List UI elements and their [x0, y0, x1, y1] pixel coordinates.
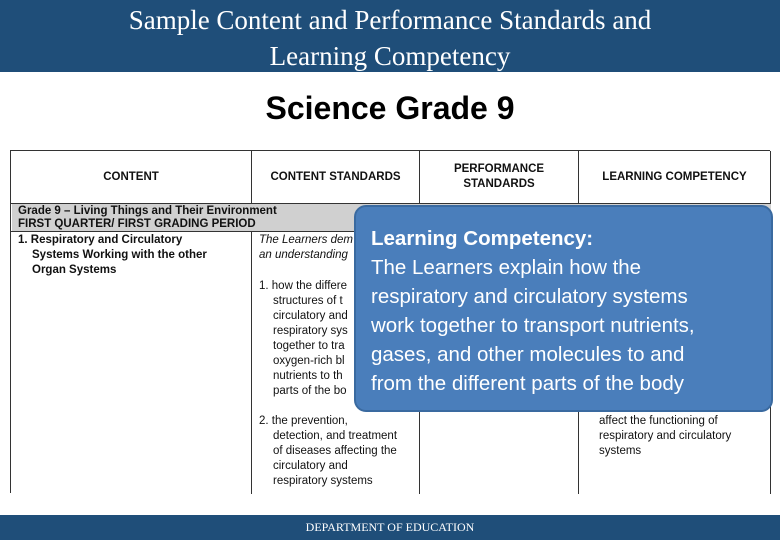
callout-line: from the different parts of the body [371, 372, 684, 395]
standards-item-line: oxygen-rich bl [273, 355, 345, 367]
header-learning-competency: LEARNING COMPETENCY [602, 170, 747, 183]
callout-line: respiratory and circulatory systems [371, 285, 688, 308]
standards-item-line: respiratory sys [273, 325, 348, 337]
standards-item-line: 2. the prevention, [259, 415, 348, 427]
standards-item-line: parts of the bo [273, 385, 347, 397]
standards-item-2 [259, 414, 419, 489]
section-row-title: Grade 9 – Living Things and Their Environment [18, 205, 277, 217]
standards-item-line: nutrients to th [273, 370, 343, 382]
standards-item-line: structures of t [273, 295, 343, 307]
competency-cell-tail [599, 414, 769, 459]
section-row-period: FIRST QUARTER/ FIRST GRADING PERIOD [18, 218, 256, 230]
content-cell [18, 233, 250, 278]
standards-intro-line: The Learners dem [259, 234, 353, 246]
header-content-standards: CONTENT STANDARDS [270, 170, 401, 183]
footer-bar: DEPARTMENT OF EDUCATION [0, 515, 780, 540]
callout-title: Learning Competency: [371, 227, 594, 250]
standards-item-line: together to tra [273, 340, 345, 352]
slide-title [0, 0, 780, 72]
competency-line: systems [599, 445, 642, 457]
header-content: CONTENT [103, 170, 159, 183]
content-line: 1. Respiratory and Circulatory [18, 234, 183, 246]
competency-line: respiratory and circulatory [599, 430, 732, 442]
slide-title-line2: Learning Competency [269, 41, 511, 71]
callout-line: The Learners explain how the [371, 256, 642, 279]
standards-item-line: respiratory systems [273, 475, 373, 487]
header-performance-standards: PERFORMANCE STANDARDS [453, 163, 545, 190]
content-line: Systems Working with the other [32, 249, 207, 261]
content-line: Organ Systems [32, 264, 117, 276]
competency-line: affect the functioning of [599, 415, 718, 427]
standards-item-line: 1. how the differe [259, 280, 348, 292]
callout-line: work together to transport nutrients, [371, 314, 695, 337]
learning-competency-callout [354, 205, 773, 412]
slide-title-line1: Sample Content and Performance Standards and [128, 5, 652, 35]
standards-item-line: detection, and treatment [273, 430, 398, 442]
standards-item-line: of diseases affecting the [273, 445, 397, 457]
callout-line: gases, and other molecules to and [371, 343, 685, 366]
standards-item-line: circulatory and [273, 310, 348, 322]
standards-intro-line: an understanding [259, 249, 348, 261]
slide-subtitle: Science Grade 9 [265, 90, 515, 126]
standards-item-line: circulatory and [273, 460, 348, 472]
